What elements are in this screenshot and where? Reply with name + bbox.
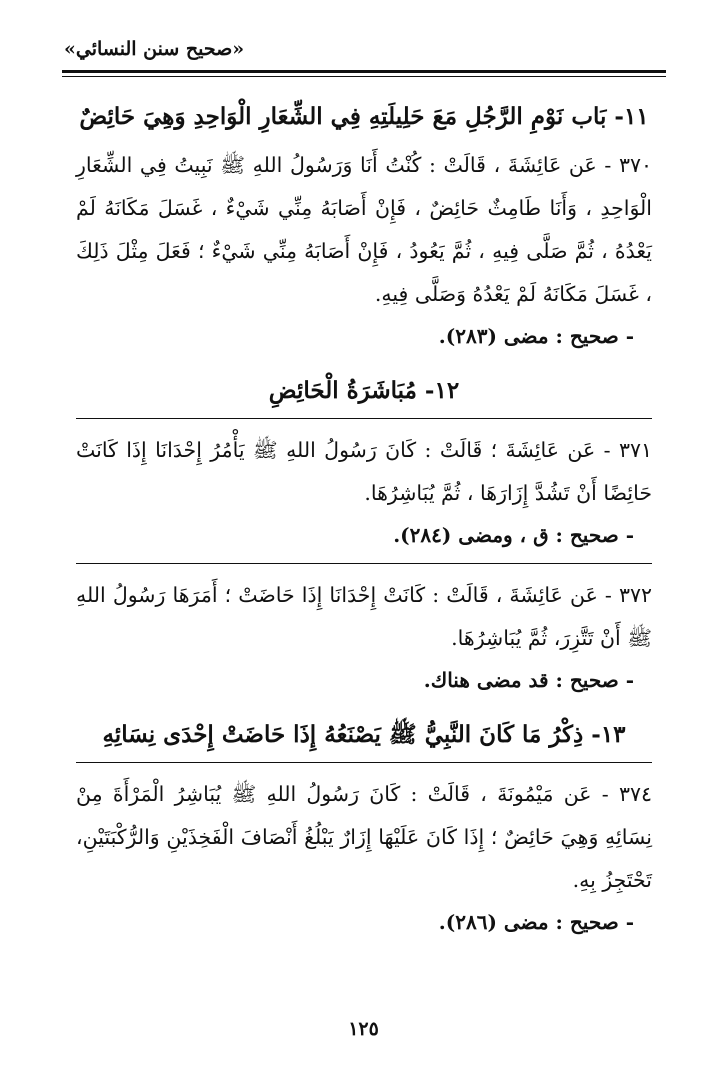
- hadith-text: ٣٧١ - عَن عَائِشَةَ ؛ قَالَتْ : كَانَ رَسُولُ اللهِ ﷺ يَأْمُرُ إِحْدَانَا إِذَا كَانَتْ حَائِضًا أَنْ تَشُدَّ إِزَارَهَا ، ثُمَّ يُبَاشِرُهَا.: [76, 438, 652, 505]
- hadith-grade: - صحيح : مضى (٢٨٣).: [438, 324, 634, 348]
- hadith-grade: - صحيح : ق ، ومضى (٢٨٤).: [393, 523, 634, 547]
- chapter-section: [76, 374, 652, 700]
- header-rule-thick: [62, 70, 666, 73]
- chapter-section: [76, 100, 652, 356]
- hadith-text: ٣٧٢ - عَن عَائِشَةَ ، قَالَتْ : كَانَتْ إِحْدَانَا إِذَا حَاضَتْ ؛ أَمَرَهَا رَسُولُ اللهِ ﷺ أَنْ تَتَّزِرَ، ثُمَّ يُبَاشِرُهَا.: [76, 583, 652, 650]
- section-divider: [76, 762, 652, 763]
- chapter-heading: ١٣- ذِكْرُ مَا كَانَ النَّبِيُّ ﷺ يَصْنَعُهُ إِذَا حَاضَتْ إِحْدَى نِسَائِهِ: [102, 721, 626, 748]
- section-gap: [76, 356, 652, 374]
- chapter-heading: ١٢- مُبَاشَرَةُ الْحَائِضِ: [268, 377, 460, 404]
- hadith-divider: [76, 563, 652, 564]
- hadith-text: ٣٧٠ - عَن عَائِشَةَ ، قَالَتْ : كُنْتُ أَنَا وَرَسُولُ اللهِ ﷺ نَبِيتُ فِي الشِّعَارِ الْوَاحِدِ ، وَأَنَا طَامِثٌ حَائِضٌ ، فَإِنْ أَصَابَهُ مِنِّي شَيْءٌ ، غَسَلَ مَكَانَهُ لَمْ يَعْدُهُ ، ثُمَّ صَلَّى فِيهِ ، ثُمَّ يَعُودُ ، فَإِنْ أَصَابَهُ مِنِّي شَيْءٌ ؛ فَعَلَ مِثْلَ ذَلِكَ ، غَسَلَ مَكَانَهُ لَمْ يَعْدُهُ وَصَلَّى فِيهِ.: [76, 153, 652, 306]
- chapter-section: [76, 718, 652, 942]
- section-divider: [76, 418, 652, 419]
- hadith-text: ٣٧٤ - عَن مَيْمُونَةَ ، قَالَتْ : كَانَ رَسُولُ اللهِ ﷺ يُبَاشِرُ الْمَرْأَةَ مِنْ نِسَائِهِ وَهِيَ حَائِضٌ ؛ إِذَا كَانَ عَلَيْهَا إِزَارٌ يَبْلُغُ أَنْصَافَ الْفَخِذَيْنِ وَالرُّكْبَتَيْنِ، تَحْتَجِزُ بِهِ.: [76, 782, 652, 892]
- hadith-grade: - صحيح : قد مضى هناك.: [423, 668, 634, 692]
- section-gap: [76, 700, 652, 718]
- running-header: «صحيح سنن النسائي»: [64, 38, 245, 60]
- chapter-heading: ١١- بَاب نَوْمِ الرَّجُلِ مَعَ حَلِيلَتِهِ فِي الشِّعَارِ الْوَاحِدِ وَهِيَ حَائِضٌ: [79, 103, 649, 130]
- hadith-grade: - صحيح : مضى (٢٨٦).: [438, 910, 634, 934]
- page-number: ١٢٥: [348, 1018, 379, 1040]
- page-content: [76, 100, 652, 942]
- header-rule-thin: [62, 76, 666, 77]
